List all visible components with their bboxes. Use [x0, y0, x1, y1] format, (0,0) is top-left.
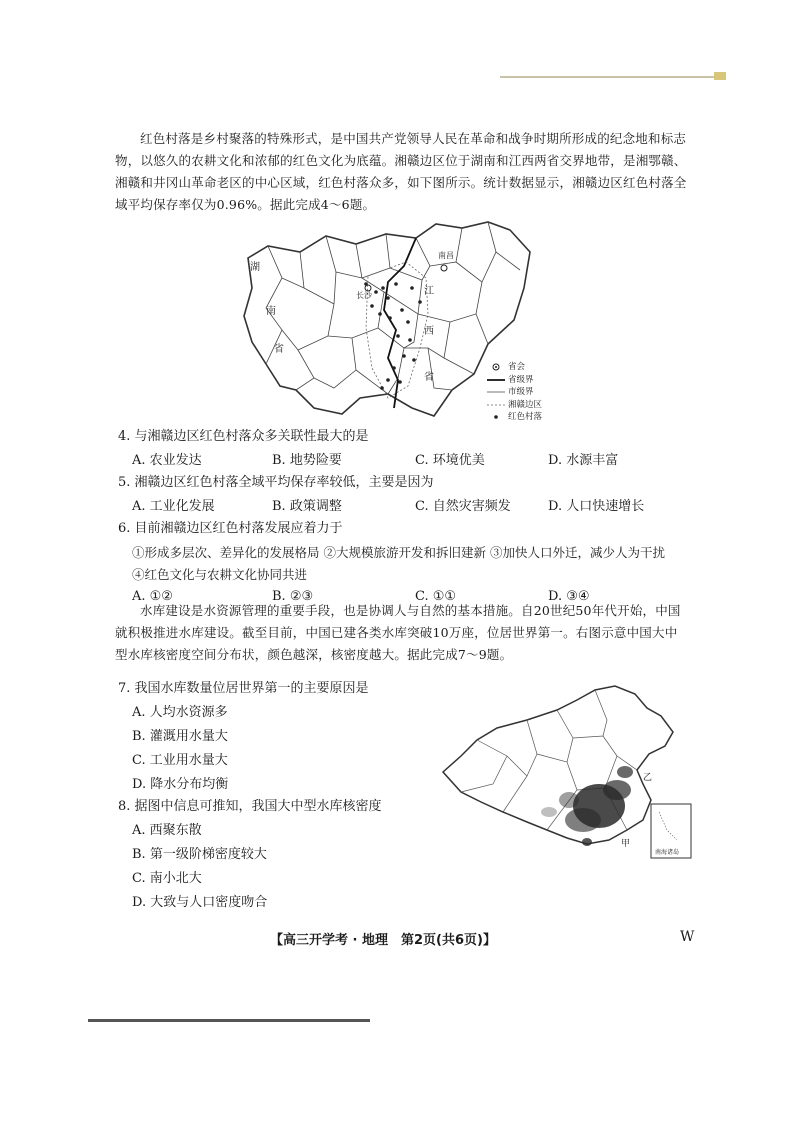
map-label-sheng2: 省 [424, 372, 434, 383]
map-label-sheng: 省 [274, 344, 284, 355]
map-label-xi: 西 [424, 326, 434, 337]
china-outline [443, 686, 673, 844]
question-4-option-b[interactable]: B. 地势险要 [272, 453, 342, 468]
red-village-symbol [487, 412, 505, 422]
scan-corner-mark [714, 72, 726, 80]
question-5-stem: 5. 湘赣边区红色村落全域平均保存率较低，主要是因为 [118, 475, 434, 490]
scan-bottom-edge [88, 1019, 370, 1022]
question-4-option-a[interactable]: A. 农业发达 [132, 453, 202, 468]
question-4-stem: 4. 与湘赣边区红色村落众多关联性最大的是 [118, 429, 369, 444]
passage-red-villages: 红色村落是乡村聚落的特殊形式，是中国共产党领导人民在革命和战争时期所形成的纪念地和标志物，以悠久的农耕文化和浓郁的红色文化为底蕴。湘赣边区位于湖南和江西两省交界地带，是湘鄂赣、湘赣和井冈山革命老区的中心区域，红色村落众多，如下图所示。统计数据显示，湘赣边区红色村落全域平均保存率仅为0.96%。据此完成4～6题。 [115, 131, 687, 212]
question-6-option-a[interactable]: A. ①② [132, 589, 173, 604]
legend-province-border: 省级界 [508, 374, 534, 385]
passage-reservoirs: 水库建设是水资源管理的重要手段，也是协调人与自然的基本措施。自20世纪50年代开始，中国就积极推进水库建设。截至目前，中国已建各类水库突破10万座，位居世界第一。右图示意中国大中型水库核密度空间分布状，颜色越深，核密度越大。据此完成7～9题。 [115, 603, 681, 662]
city-border-symbol [487, 389, 505, 395]
footer-mark: W [680, 929, 695, 945]
map2-label-jia: 甲 [621, 839, 631, 849]
page-footer: 【高三开学考 · 地理 第2页(共6页)】 [270, 933, 496, 948]
question-7-option-d[interactable]: D. 降水分布均衡 [132, 777, 229, 792]
question-8-option-b[interactable]: B. 第一级阶梯密度较大 [132, 847, 267, 862]
question-5-option-d[interactable]: D. 人口快速增长 [548, 499, 645, 514]
legend-city-border: 市级界 [508, 387, 534, 397]
map-label-nanchang: 南昌 [438, 251, 454, 260]
question-8-stem: 8. 据图中信息可推知，我国大中型水库核密度 [118, 799, 382, 814]
legend-red-village: 红色村落 [508, 412, 543, 422]
map-label-jiang: 江 [424, 286, 434, 297]
map-label-hu: 湖 [250, 262, 260, 273]
question-6-stem: 6. 目前湘赣边区红色村落发展应着力于 [118, 521, 343, 536]
china-reservoir-density-map [437, 680, 695, 862]
question-5-option-b[interactable]: B. 政策调整 [272, 499, 342, 514]
question-6-statements-line1: ①形成多层次、差异化的发展格局 ②大规模旅游开发和拆旧建新 ③加快人口外迁，减少人为干扰 [132, 545, 665, 560]
question-8-option-d[interactable]: D. 大致与人口密度吻合 [132, 895, 268, 910]
legend-capital: 省会 [508, 362, 526, 372]
map-label-changsha: 长沙 [356, 291, 372, 300]
scan-edge-line [500, 76, 726, 78]
question-6-option-b[interactable]: B. ②③ [272, 589, 314, 604]
question-8-option-a[interactable]: A. 西聚东散 [132, 823, 202, 838]
question-7-option-a[interactable]: A. 人均水资源多 [132, 705, 228, 720]
question-5-option-c[interactable]: C. 自然灾害频发 [415, 499, 511, 514]
capital-symbol [487, 362, 505, 372]
question-8-option-c[interactable]: C. 南小北大 [132, 871, 202, 886]
question-4-option-d[interactable]: D. 水源丰富 [548, 453, 619, 468]
question-7-option-b[interactable]: B. 灌溉用水量大 [132, 729, 228, 744]
province-border-symbol [487, 377, 505, 383]
border-region-symbol [487, 402, 505, 408]
map2-label-yi: 乙 [643, 773, 653, 783]
question-7-option-c[interactable]: C. 工业用水量大 [132, 753, 228, 768]
map1-legend [487, 361, 542, 424]
provincial-capital-nanchang [441, 265, 447, 271]
question-5-option-a[interactable]: A. 工业化发展 [132, 499, 215, 514]
question-6-option-d[interactable]: D. ③④ [548, 589, 590, 604]
south-sea-inset-label: 南海诸岛 [655, 849, 680, 856]
question-6-option-c[interactable]: C. ①① [415, 589, 457, 604]
map-label-nan: 南 [266, 306, 276, 317]
legend-border-region: 湘赣边区 [508, 399, 543, 410]
question-7-stem: 7. 我国水库数量位居世界第一的主要原因是 [118, 681, 369, 696]
question-6-statements-line2: ④红色文化与农耕文化协同共进 [132, 567, 308, 582]
question-4-option-c[interactable]: C. 环境优美 [415, 453, 485, 468]
